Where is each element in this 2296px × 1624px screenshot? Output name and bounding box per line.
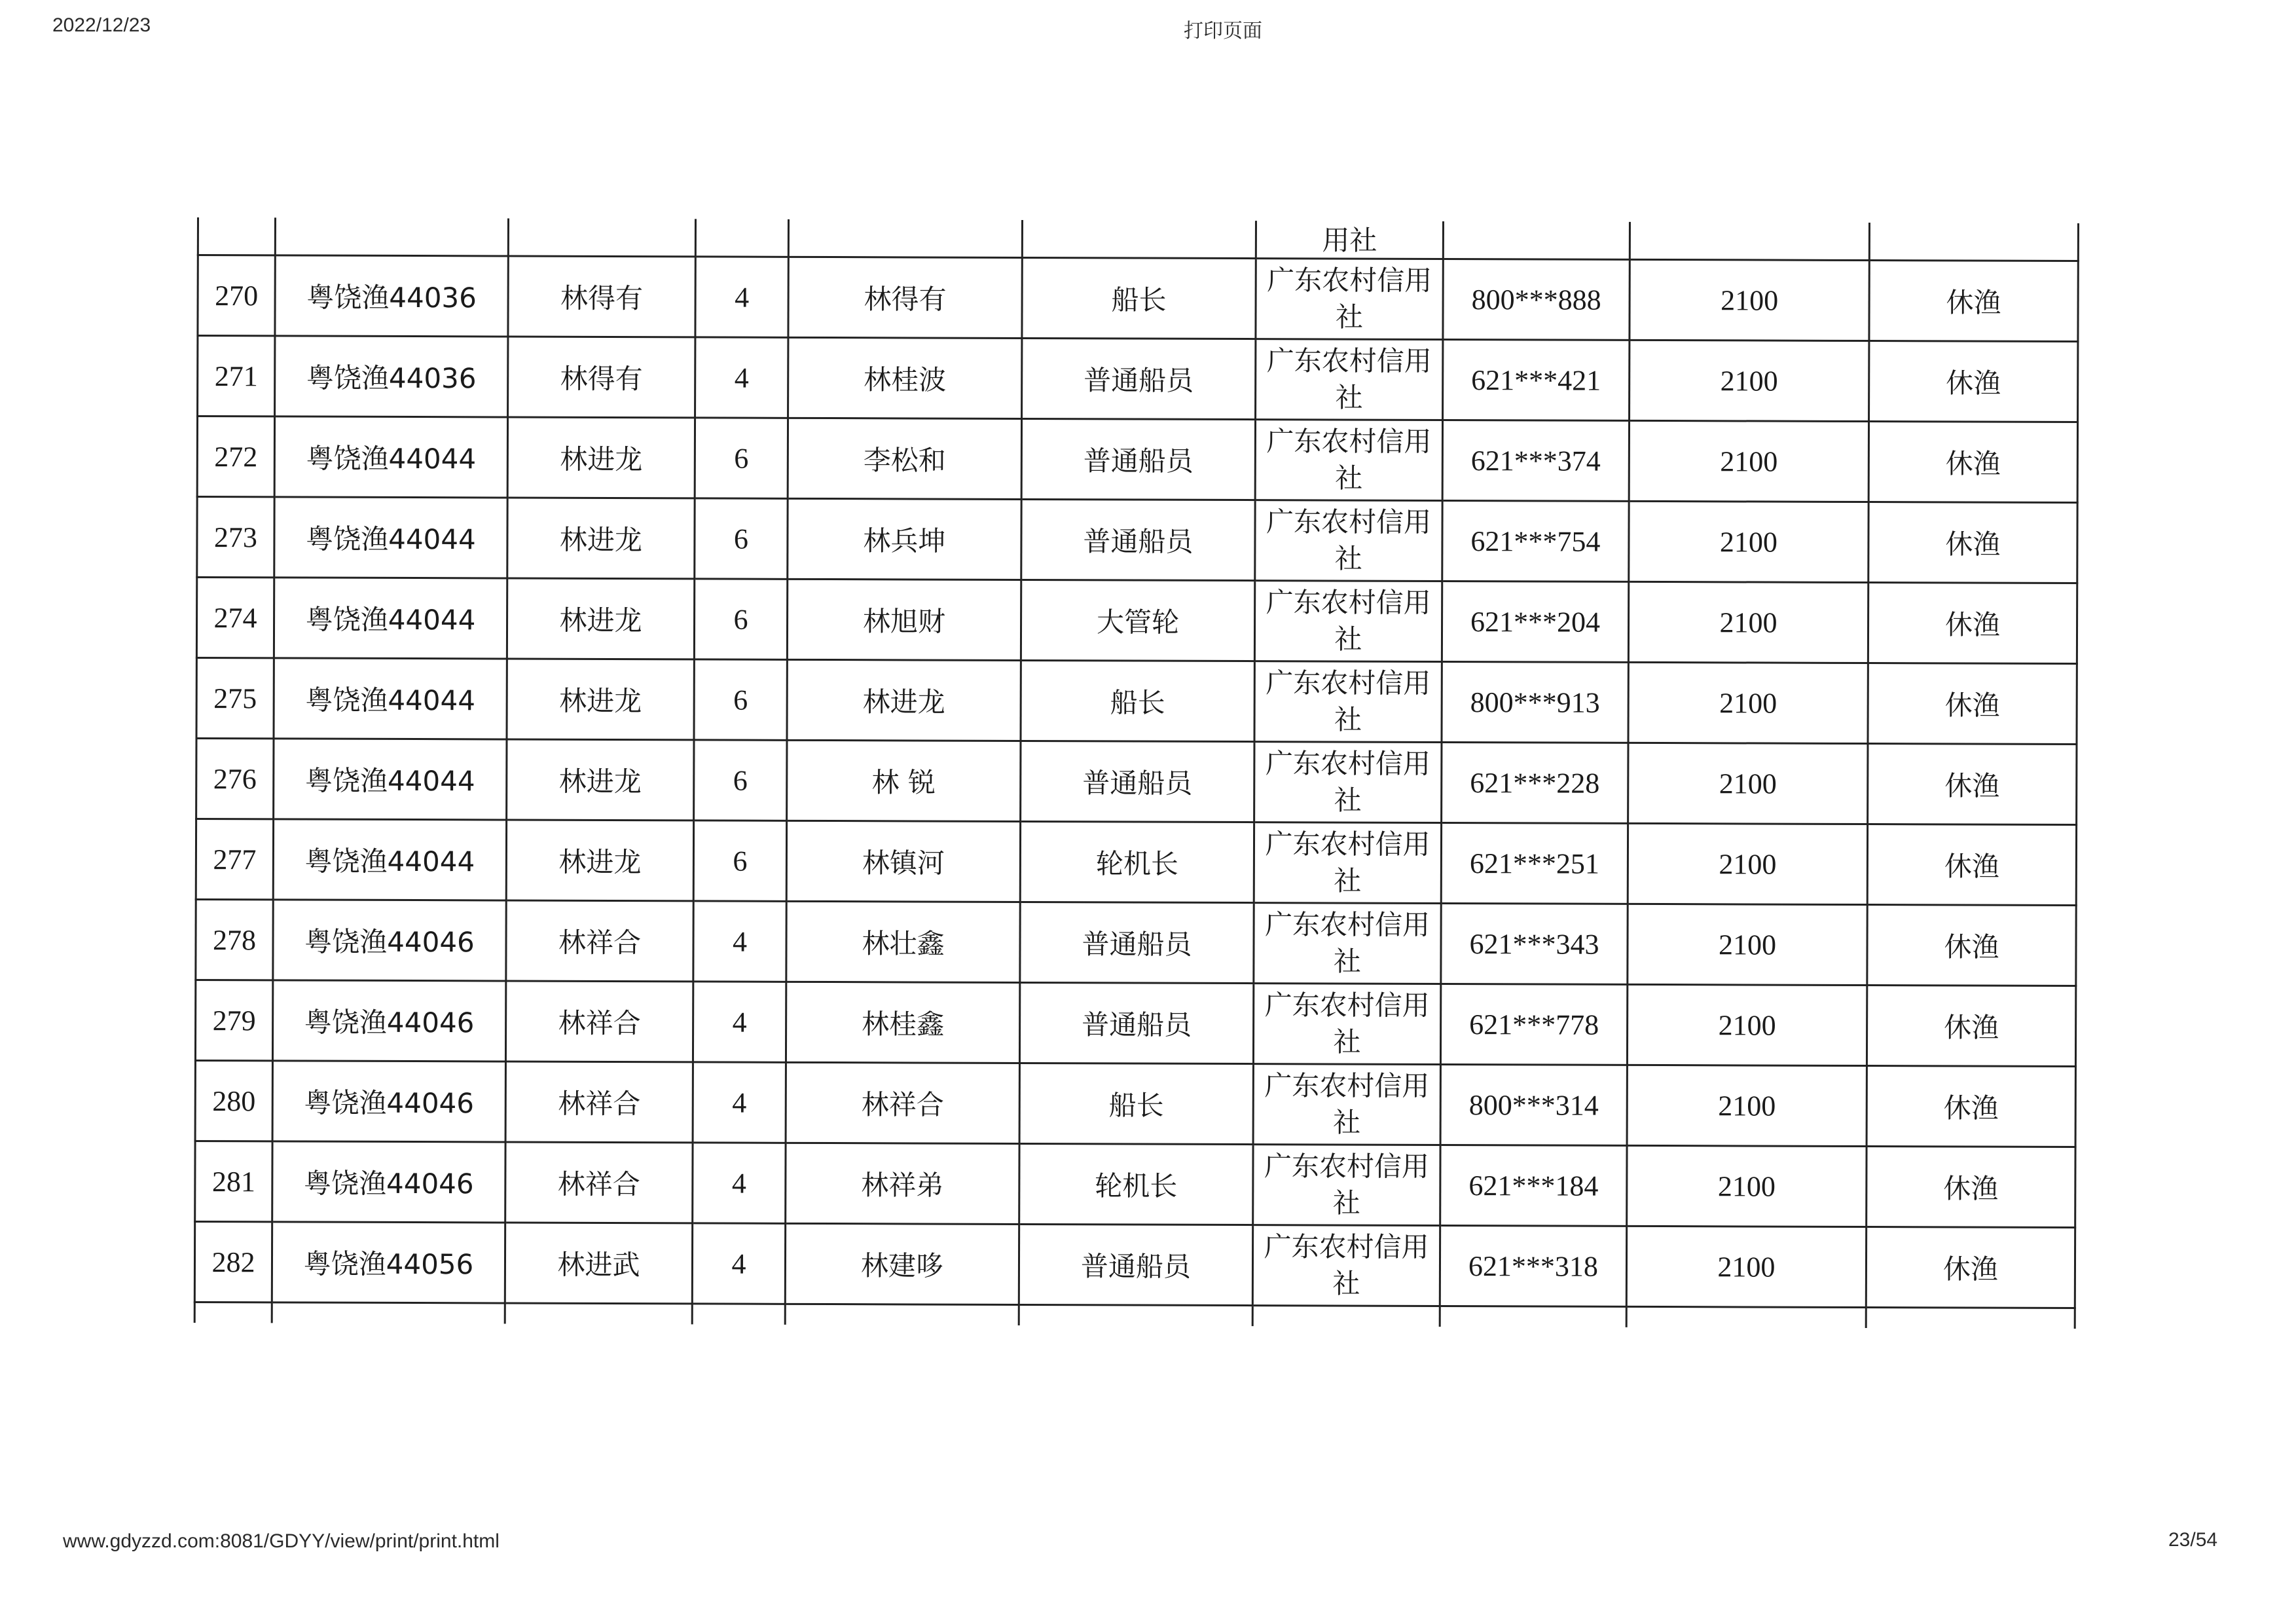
cell-ship-number: 粤饶渔44046: [272, 1141, 505, 1223]
cell-crew-name: 林桂鑫: [786, 982, 1019, 1063]
cell-index: 274: [196, 578, 274, 658]
cell-ship-owner: 林进龙: [507, 739, 694, 821]
page-title: 打印页面: [1184, 20, 1262, 42]
cell-account: 800***888: [1443, 259, 1630, 340]
cell-status: 休渔: [1868, 663, 2077, 745]
cell-crew-count: 4: [695, 257, 788, 337]
cell-index: 272: [197, 416, 274, 497]
cell-ship-owner: 林得有: [508, 337, 695, 418]
table-row: [196, 739, 2077, 825]
cell-crew-role: 普通船员: [1022, 338, 1256, 419]
carryover-bank-tail: 用社: [1256, 221, 1443, 259]
subsidy-table: [194, 217, 2079, 1329]
cell-ship-owner: 林得有: [508, 256, 695, 337]
cell-account: 621***778: [1440, 984, 1627, 1065]
cell-account: 621***318: [1440, 1225, 1626, 1306]
cell-crew-name: 林兵坤: [788, 498, 1021, 580]
cell-index: 275: [196, 658, 274, 739]
cell-bank: 广东农村信用社: [1256, 259, 1443, 340]
table-body: [194, 217, 2078, 1329]
table-row: [196, 578, 2077, 664]
cell-status: 休渔: [1868, 502, 2077, 583]
cell-amount: 2100: [1626, 1226, 1866, 1307]
cell-crew-name: 林建哆: [785, 1223, 1019, 1304]
table-row: [195, 1141, 2075, 1227]
cell-ship-owner: 林进武: [505, 1223, 692, 1304]
cell-crew-count: 4: [693, 1062, 786, 1143]
cell-ship-number: 粤饶渔44036: [275, 255, 508, 337]
cell-crew-role: 船长: [1022, 257, 1256, 339]
cell-crew-count: 4: [695, 337, 788, 418]
table-row: [195, 1060, 2075, 1147]
cell-amount: 2100: [1629, 501, 1868, 582]
cell-crew-role: 普通船员: [1021, 418, 1255, 500]
cell-crew-count: 6: [694, 579, 787, 659]
cell-amount: 2100: [1627, 1065, 1867, 1146]
cell-crew-name: 林镇河: [786, 821, 1020, 902]
table-row: [196, 658, 2077, 745]
cell-ship-owner: 林祥合: [505, 1061, 693, 1143]
cell-status: 休渔: [1869, 261, 2078, 342]
cell-crew-count: 6: [695, 418, 788, 498]
cell-crew-count: 4: [693, 982, 786, 1062]
cell-bank: 广东农村信用社: [1254, 822, 1441, 904]
cell-status: 休渔: [1867, 1147, 2075, 1228]
cell-status: 休渔: [1867, 986, 2075, 1067]
cell-ship-owner: 林进龙: [507, 578, 694, 659]
cell-status: 休渔: [1868, 583, 2077, 664]
cell-status: 休渔: [1868, 422, 2077, 503]
cell-amount: 2100: [1628, 662, 1868, 743]
cell-status: 休渔: [1869, 341, 2078, 422]
page-number: 23/54: [2168, 1529, 2218, 1551]
cell-ship-number: 粤饶渔44044: [274, 578, 507, 659]
cell-ship-owner: 林祥合: [505, 981, 693, 1062]
print-date: 2022/12/23: [52, 14, 151, 36]
table-row: [195, 980, 2075, 1066]
cell-status: 休渔: [1867, 905, 2076, 986]
table-row: [198, 336, 2078, 422]
cell-crew-name: 林得有: [788, 257, 1022, 338]
carryover-row: [198, 217, 2078, 261]
cell-bank: 广东农村信用社: [1255, 420, 1442, 501]
cell-account: 621***421: [1443, 339, 1630, 420]
cell-amount: 2100: [1628, 581, 1868, 663]
cell-ship-number: 粤饶渔44046: [272, 980, 505, 1061]
cell-index: 279: [195, 980, 272, 1060]
cell-status: 休渔: [1867, 824, 2076, 906]
cell-status: 休渔: [1867, 1066, 2075, 1147]
table-row: [197, 416, 2077, 503]
table-row: [198, 255, 2078, 342]
cell-bank: 广东农村信用社: [1256, 339, 1443, 420]
cell-amount: 2100: [1628, 823, 1867, 904]
page-url: www.gdyzzd.com:8081/GDYY/view/print/print.html: [63, 1530, 500, 1552]
cell-ship-number: 粤饶渔44056: [272, 1222, 505, 1303]
cell-crew-role: 普通船员: [1021, 741, 1254, 822]
cell-crew-role: 普通船员: [1021, 499, 1255, 580]
cell-ship-owner: 林进龙: [507, 417, 695, 498]
cell-ship-number: 粤饶渔44044: [274, 658, 507, 739]
cell-account: 621***184: [1440, 1145, 1627, 1226]
cell-account: 621***228: [1442, 742, 1628, 823]
cell-crew-count: 6: [693, 821, 786, 901]
cell-account: 800***314: [1440, 1064, 1627, 1145]
cell-account: 621***204: [1442, 581, 1628, 662]
cell-ship-owner: 林祥合: [505, 1142, 693, 1223]
cell-status: 休渔: [1868, 744, 2077, 825]
cell-amount: 2100: [1627, 984, 1867, 1065]
cell-crew-role: 普通船员: [1020, 902, 1254, 983]
table-row: [197, 497, 2077, 583]
cell-ship-number: 粤饶渔44036: [275, 336, 508, 417]
cell-index: 277: [196, 819, 273, 900]
table-row: [196, 899, 2076, 986]
cell-index: 278: [196, 899, 273, 980]
cell-crew-name: 林桂波: [788, 337, 1022, 418]
cell-ship-number: 粤饶渔44044: [274, 739, 507, 820]
cell-amount: 2100: [1627, 1145, 1867, 1227]
cell-account: 621***374: [1442, 420, 1629, 501]
cell-crew-name: 林祥合: [786, 1062, 1019, 1143]
cell-index: 270: [198, 255, 275, 336]
cell-crew-name: 林壮鑫: [786, 901, 1020, 982]
table-row: [196, 819, 2076, 906]
cell-ship-number: 粤饶渔44044: [274, 416, 507, 498]
cell-bank: 广东农村信用社: [1254, 903, 1441, 984]
table-row: [194, 1221, 2075, 1308]
cell-crew-count: 4: [693, 901, 786, 982]
cell-account: 621***251: [1441, 822, 1628, 904]
cell-ship-number: 粤饶渔44046: [272, 1061, 505, 1142]
cell-status: 休渔: [1866, 1227, 2075, 1308]
cell-index: 282: [194, 1221, 272, 1302]
cell-index: 281: [195, 1141, 272, 1221]
cell-crew-name: 林进龙: [787, 659, 1021, 741]
document-sheet: [194, 217, 2077, 1357]
cell-index: 280: [195, 1060, 272, 1141]
cell-crew-role: 普通船员: [1019, 1224, 1252, 1305]
cell-account: 621***754: [1442, 500, 1629, 581]
cell-bank: 广东农村信用社: [1253, 1145, 1440, 1226]
cell-ship-number: 粤饶渔44044: [273, 819, 506, 900]
cell-crew-role: 普通船员: [1019, 982, 1253, 1063]
cell-ship-owner: 林进龙: [507, 659, 694, 740]
cell-crew-count: 6: [695, 498, 788, 579]
cell-crew-role: 船长: [1019, 1063, 1253, 1144]
cell-account: 621***343: [1441, 903, 1628, 984]
cell-crew-name: 林旭财: [787, 579, 1021, 660]
cell-crew-name: 林 锐: [787, 740, 1021, 821]
cell-bank: 广东农村信用社: [1254, 742, 1442, 823]
cell-crew-role: 轮机长: [1019, 1143, 1253, 1225]
cell-index: 273: [197, 497, 274, 578]
cell-crew-count: 6: [694, 740, 787, 821]
cell-crew-role: 轮机长: [1020, 821, 1254, 902]
cell-bank: 广东农村信用社: [1254, 661, 1442, 743]
cell-bank: 广东农村信用社: [1253, 1064, 1440, 1145]
cell-ship-owner: 林祥合: [506, 900, 693, 982]
cell-ship-owner: 林进龙: [506, 820, 693, 901]
cell-bank: 广东农村信用社: [1254, 581, 1442, 662]
cell-crew-count: 4: [693, 1143, 786, 1223]
cell-index: 271: [198, 336, 275, 416]
cell-bank: 广东农村信用社: [1252, 1225, 1440, 1306]
cell-crew-name: 李松和: [788, 418, 1021, 499]
cell-amount: 2100: [1630, 340, 1869, 421]
cell-crew-name: 林祥弟: [786, 1143, 1019, 1224]
cell-crew-role: 船长: [1021, 660, 1254, 741]
cell-crew-role: 大管轮: [1021, 580, 1254, 661]
cell-amount: 2100: [1628, 743, 1868, 824]
cell-bank: 广东农村信用社: [1255, 500, 1442, 581]
cell-bank: 广东农村信用社: [1253, 984, 1440, 1065]
cell-ship-number: 粤饶渔44044: [274, 497, 507, 578]
cell-crew-count: 4: [692, 1223, 785, 1304]
cell-account: 800***913: [1442, 661, 1628, 743]
cell-index: 276: [196, 739, 274, 819]
cell-crew-count: 6: [694, 659, 787, 740]
cell-ship-number: 粤饶渔44046: [273, 900, 506, 981]
cell-amount: 2100: [1628, 904, 1867, 985]
cell-amount: 2100: [1629, 420, 1868, 502]
cell-ship-owner: 林进龙: [507, 498, 695, 579]
cell-amount: 2100: [1630, 259, 1869, 341]
